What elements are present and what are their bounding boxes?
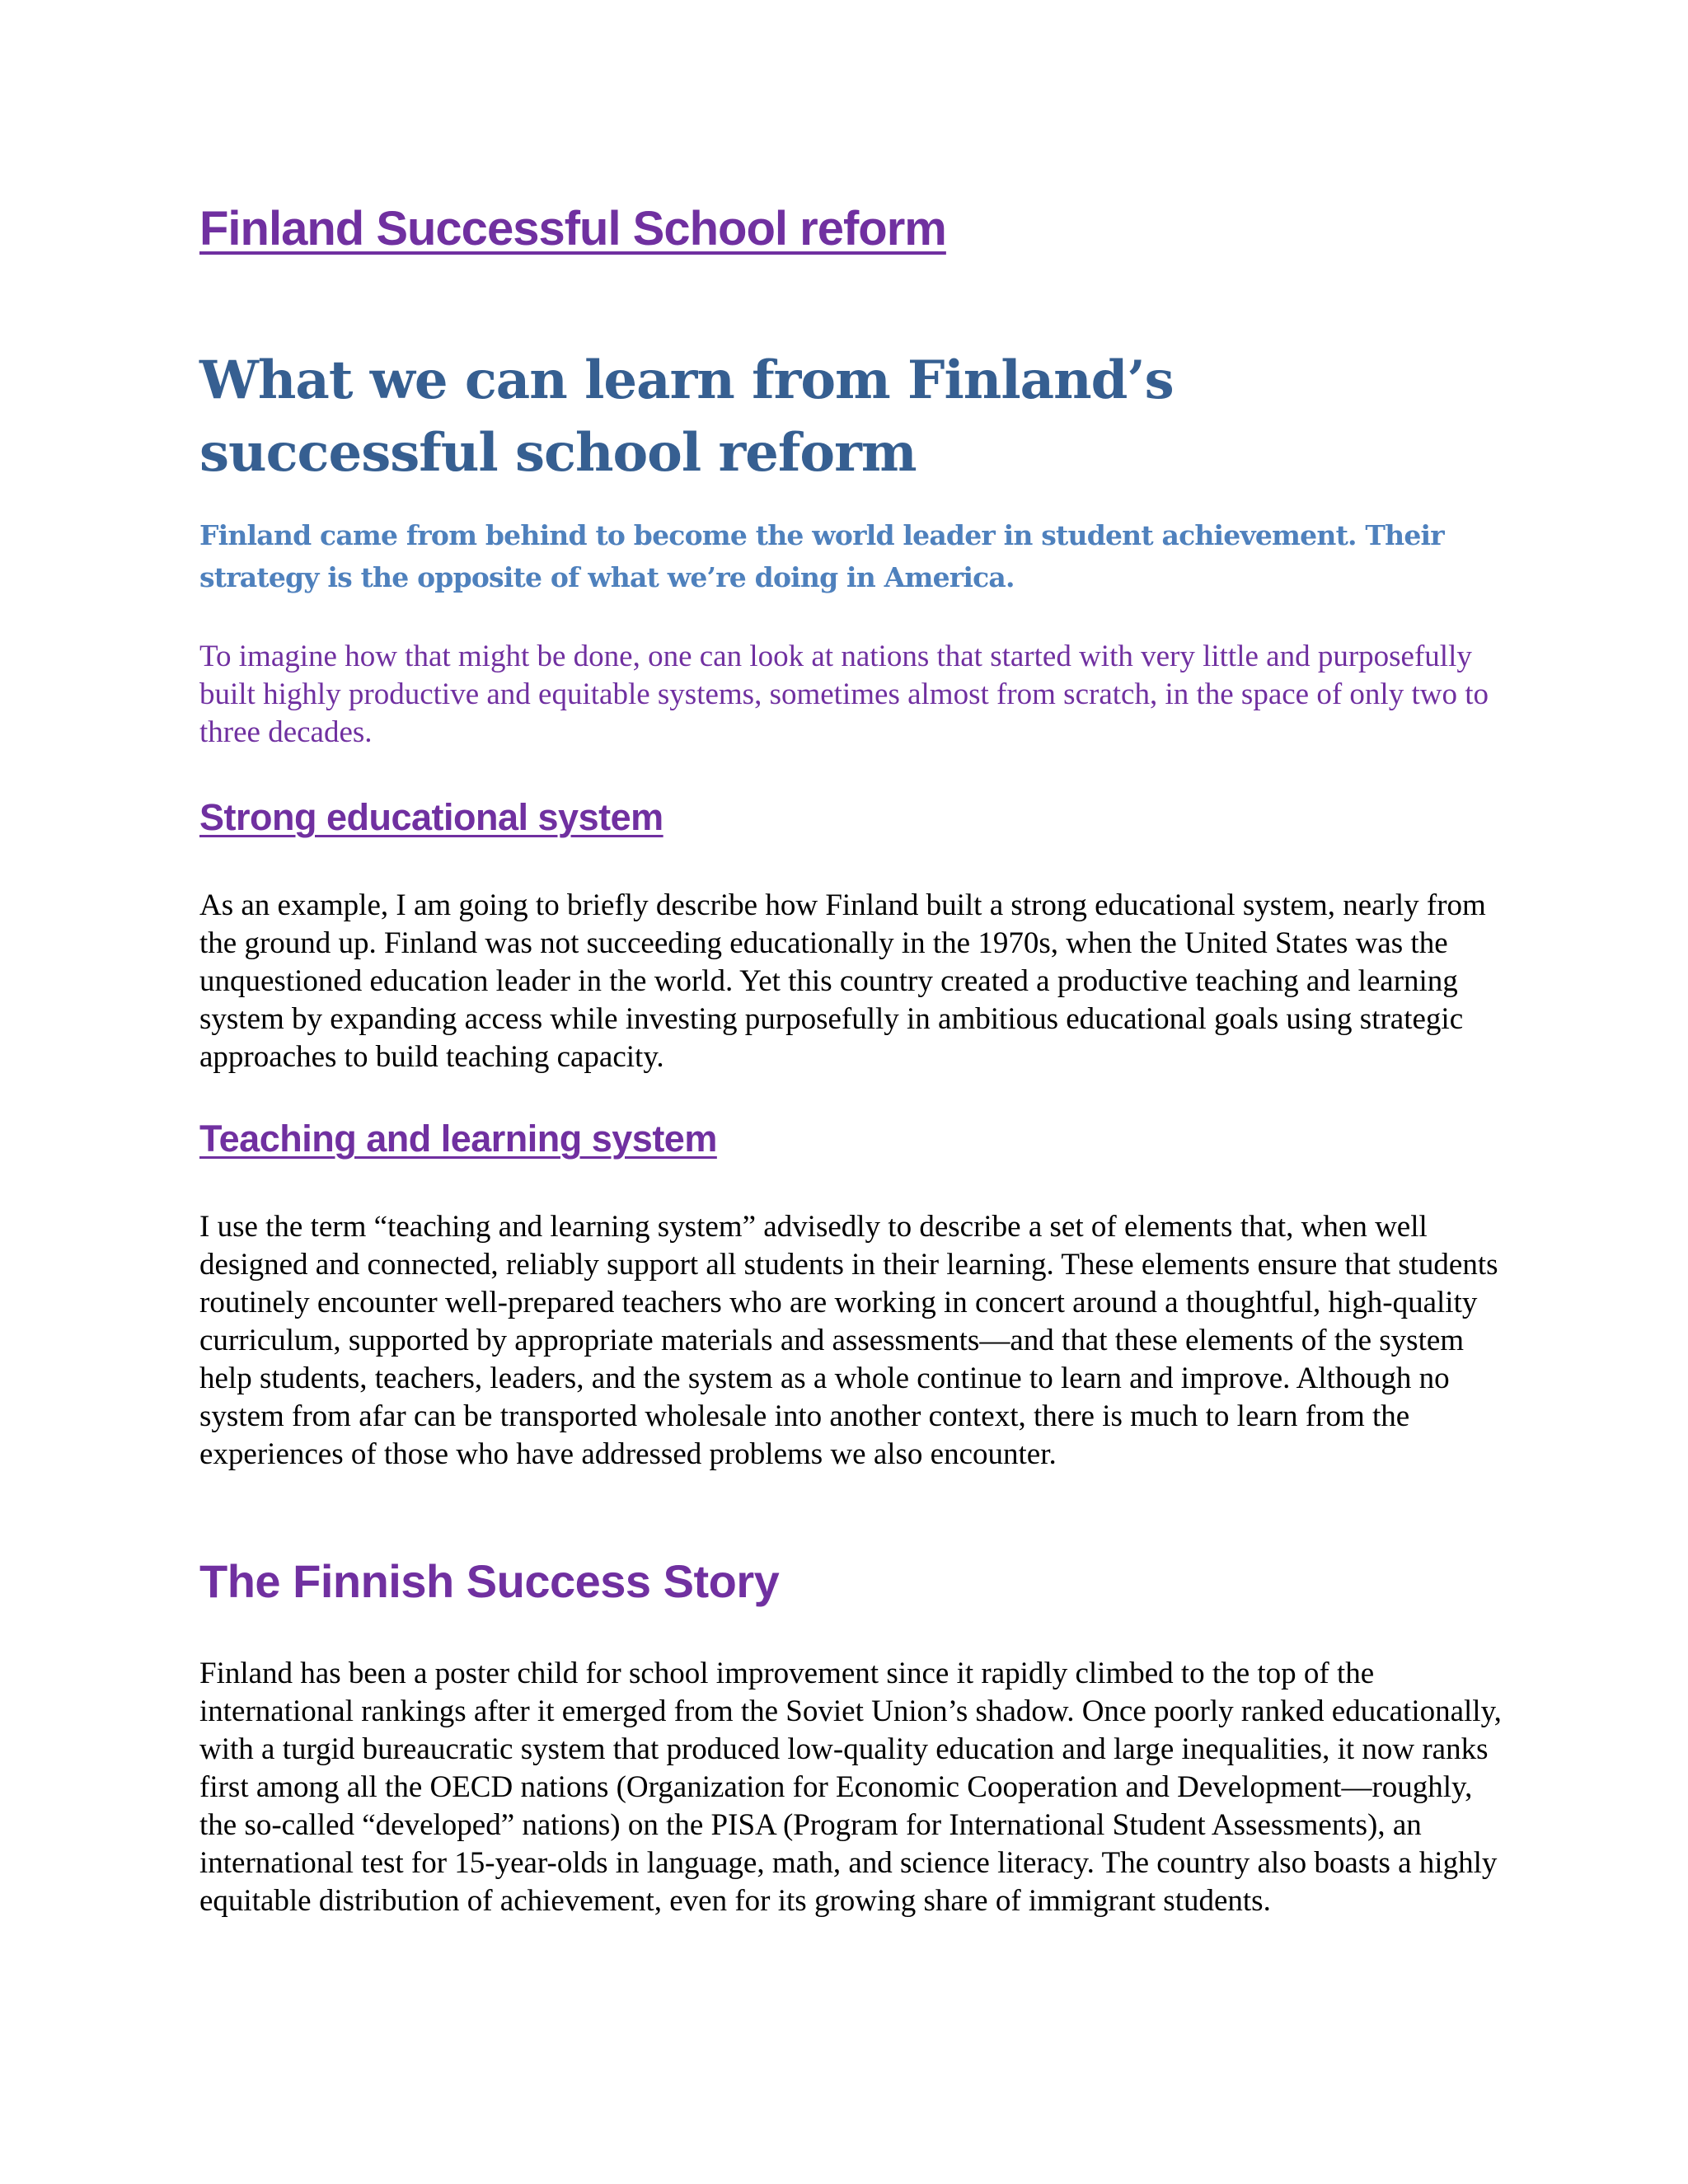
article-subheading: Finland came from behind to become the world leader in student achievement. Their strategy is the opposite of what we’re doing in America. <box>199 519 1444 593</box>
section-paragraph: As an example, I am going to briefly describe how Finland built a strong educational system, nearly from the ground up. Finland was not succeeding educationally in the 1970s, when the United States was the unquestioned education leader in the world. Yet this country created a productive teaching and learning system by expanding access while investing purposefully in ambitious educational goals using strategic approaches to build teaching capacity. <box>199 888 1486 1074</box>
section-heading-strong-educational-system: Strong educational system <box>199 796 663 838</box>
section-heading-finnish-success-story: The Finnish Success Story <box>199 1555 780 1607</box>
section-paragraph: I use the term “teaching and learning system” advisedly to describe a set of elements that, when well designed and connected, reliably support all students in their learning. These elements ensure that students routinely encounter well-prepared teachers who are working in concert around a thoughtful, high-quality curriculum, supported by appropriate materials and assessments—and that these elements of the system help students, teachers, leaders, and the system as a whole continue to learn and improve. Although no system from afar can be transported wholesale into another context, there is much to learn from the experiences of those who have addressed problems we also encounter. <box>199 1210 1498 1471</box>
article-heading: What we can learn from Finland’s successful school reform <box>199 349 1174 484</box>
section-paragraph: Finland has been a poster child for school improvement since it rapidly climbed to the top of the international rankings after it emerged from the Soviet Union’s shadow. Once poorly ranked educationally, with a turgid bureaucratic system that produced low-quality education and large inequalities, it now ranks first among all the OECD nations (Organization for Economic Cooperation and Development—roughly, the so-called “developed” nations) on the PISA (Program for International Student Assessments), an international test for 15-year-olds in language, math, and science literacy. The country also boasts a highly equitable distribution of achievement, even for its growing share of immigrant students. <box>199 1657 1502 1918</box>
section-heading-teaching-and-learning-system: Teaching and learning system <box>199 1118 717 1160</box>
document-title: Finland Successful School reform <box>199 202 946 255</box>
intro-paragraph: To imagine how that might be done, one can look at nations that started with very little and purposefully built highly productive and equitable systems, sometimes almost from scratch, in the space of only two to three decades. <box>199 640 1489 749</box>
